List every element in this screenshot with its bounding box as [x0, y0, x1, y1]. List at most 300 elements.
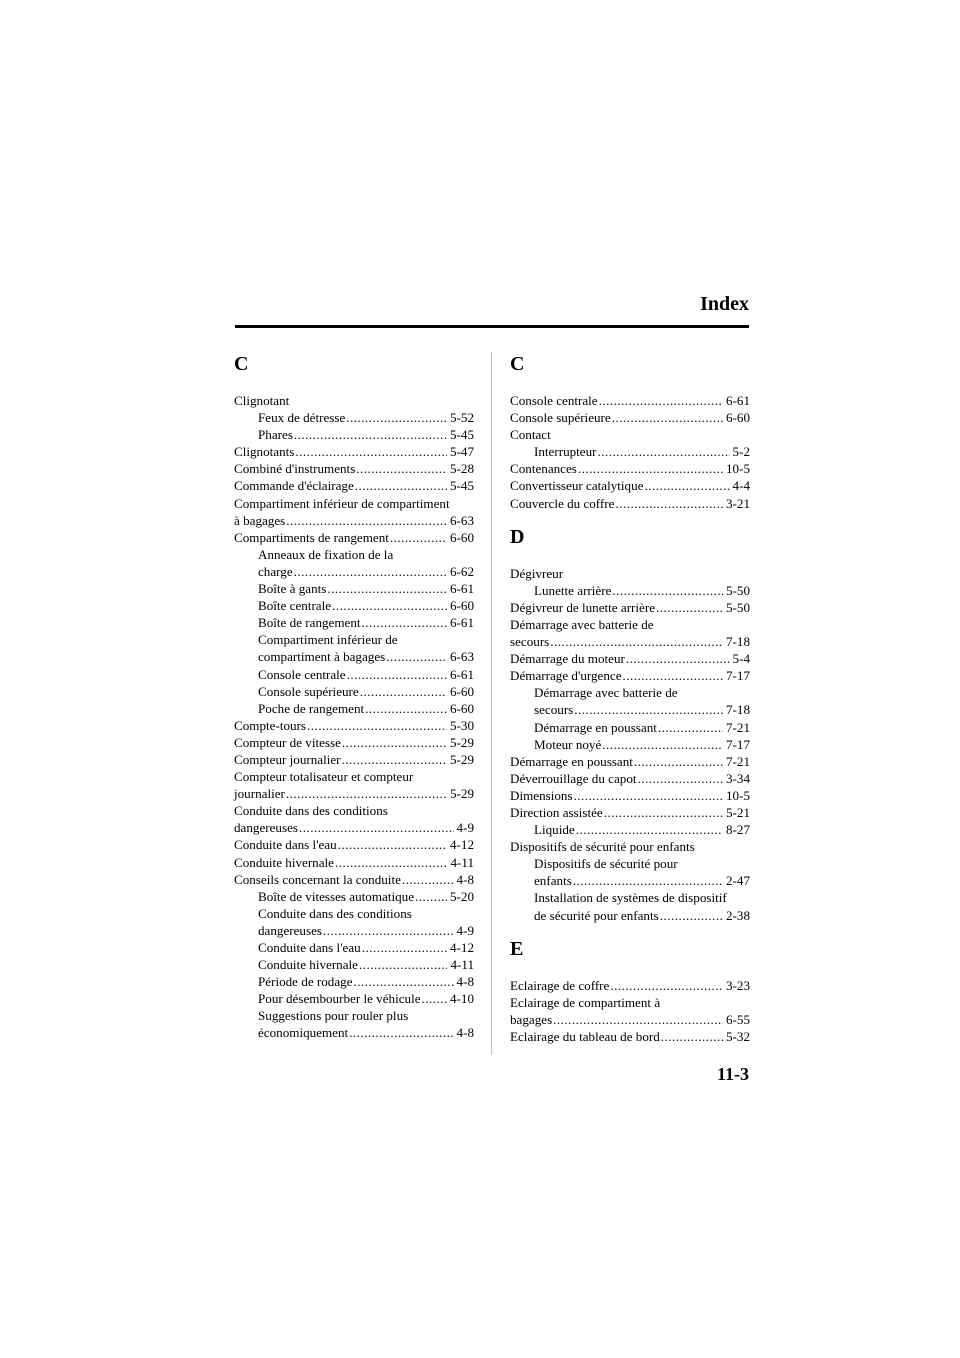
- entry-row: [510, 460, 750, 477]
- entry-row: [510, 650, 750, 667]
- entry-page-ref: 5-52: [449, 410, 474, 426]
- index-entry: [510, 599, 750, 616]
- entry-label: économiquement: [258, 1025, 349, 1041]
- entry-page-ref: 4-9: [456, 820, 474, 836]
- entry-row: [510, 409, 750, 426]
- entry-row: [534, 719, 750, 736]
- index-entry: [510, 495, 750, 512]
- dot-leader: [360, 683, 447, 700]
- index-entry: [510, 409, 750, 426]
- entry-page-ref: 8-27: [725, 822, 750, 838]
- entry-label: Commande d'éclairage: [234, 478, 354, 494]
- entry-page-ref: 6-61: [449, 581, 474, 597]
- dot-leader: [354, 973, 454, 990]
- entry-page-ref: 5-30: [449, 717, 474, 733]
- index-subentry: [234, 888, 474, 905]
- index-subentry: [234, 1007, 474, 1041]
- dot-leader: [615, 495, 723, 512]
- entry-label: charge: [258, 563, 293, 579]
- section-letter: D: [510, 525, 525, 548]
- entry-label: Interrupteur: [534, 444, 597, 460]
- entry-row: [534, 701, 750, 718]
- entry-page-ref: 5-28: [449, 461, 474, 477]
- entry-row: [234, 836, 474, 853]
- entry-label: Conduite dans des conditions: [258, 905, 412, 921]
- dot-leader: [362, 939, 447, 956]
- entry-page-ref: 5-21: [725, 804, 750, 820]
- entry-row: [534, 821, 750, 838]
- entry-page-ref: 5-2: [732, 444, 750, 460]
- entry-label: Conduite hivernale: [234, 854, 334, 870]
- dot-leader: [390, 529, 447, 546]
- index-entry: [234, 854, 474, 871]
- entry-row: [234, 785, 474, 802]
- entry-label: Compartiments de rangement: [234, 529, 389, 545]
- index-entry: [234, 392, 474, 409]
- dot-leader: [604, 804, 723, 821]
- index-subentry: [510, 736, 750, 753]
- dot-leader: [576, 821, 723, 838]
- entry-row: [258, 597, 474, 614]
- entry-label: Convertisseur catalytique: [510, 478, 644, 494]
- entry-label: Eclairage du tableau de bord: [510, 1028, 660, 1044]
- index-entry: [510, 994, 750, 1028]
- entry-row: [534, 736, 750, 753]
- entry-row: [534, 582, 750, 599]
- index-subentry: [234, 990, 474, 1007]
- entry-label: Couvercle du coffre: [510, 495, 615, 511]
- dot-leader: [550, 633, 723, 650]
- section-spacer: [510, 512, 750, 525]
- index-entry: [234, 734, 474, 751]
- index-column-left: [234, 352, 474, 1042]
- entry-label: Compartiment inférieur de compartiment: [234, 495, 450, 511]
- entry-page-ref: 6-60: [449, 700, 474, 716]
- index-entry: [234, 443, 474, 460]
- index-entry: [510, 565, 750, 582]
- entry-page-ref: 6-61: [449, 666, 474, 682]
- entry-label: Compte-tours: [234, 717, 307, 733]
- dot-leader: [307, 717, 447, 734]
- entry-row: [510, 667, 750, 684]
- dot-leader: [294, 563, 447, 580]
- dot-leader: [355, 477, 447, 494]
- entry-page-ref: 6-60: [725, 410, 750, 426]
- entry-page-ref: 4-8: [456, 871, 474, 887]
- entry-row: [258, 580, 474, 597]
- entry-row: [510, 977, 750, 994]
- dot-leader: [573, 872, 723, 889]
- entry-label: Déverrouillage du capot: [510, 770, 637, 786]
- index-entry: [510, 977, 750, 994]
- entry-row: [258, 700, 474, 717]
- entry-row: [234, 871, 474, 888]
- entry-row: [258, 922, 474, 939]
- entry-row: [258, 683, 474, 700]
- index-entry: [234, 529, 474, 546]
- entry-label: Eclairage de compartiment à: [510, 994, 661, 1010]
- entry-row: [258, 666, 474, 683]
- entry-page-ref: 3-34: [725, 770, 750, 786]
- dot-leader: [598, 443, 730, 460]
- dot-leader: [347, 666, 447, 683]
- section-letter: C: [510, 353, 525, 375]
- entry-label: Boîte centrale: [258, 598, 332, 614]
- dot-leader: [286, 512, 447, 529]
- entry-label: Pour désembourber le véhicule: [258, 991, 421, 1007]
- dot-leader: [342, 734, 447, 751]
- entry-label: Console centrale: [510, 393, 598, 408]
- index-subentry: [234, 546, 474, 580]
- dot-leader: [294, 426, 447, 443]
- entry-page-ref: 10-5: [725, 461, 750, 477]
- index-subentry: [234, 683, 474, 700]
- section-letter: C: [234, 353, 249, 375]
- entry-label: Eclairage de coffre: [510, 977, 610, 993]
- dot-leader: [362, 614, 447, 631]
- dot-leader: [578, 460, 723, 477]
- entry-row: [258, 648, 474, 665]
- index-entry: [234, 836, 474, 853]
- entry-page-ref: 7-17: [725, 736, 750, 752]
- dot-leader: [623, 667, 723, 684]
- dot-leader: [335, 854, 447, 871]
- index-subentry: [510, 684, 750, 718]
- index-subentry: [510, 821, 750, 838]
- entry-row: [510, 753, 750, 770]
- index-subentry: [234, 956, 474, 973]
- index-subentry: [234, 426, 474, 443]
- entry-label: Conseils concernant la conduite: [234, 871, 401, 887]
- index-entry: [234, 871, 474, 888]
- entry-page-ref: 2-47: [725, 873, 750, 889]
- dot-leader: [286, 785, 447, 802]
- entry-label: Clignotants: [234, 444, 295, 460]
- entry-label: Clignotant: [234, 393, 290, 408]
- entry-page-ref: 2-38: [725, 907, 750, 923]
- entry-label: secours: [510, 634, 550, 650]
- entry-row: [510, 392, 750, 409]
- entry-row: [258, 614, 474, 631]
- entry-row: [234, 477, 474, 494]
- entry-page-ref: 4-9: [456, 922, 474, 938]
- page-header-title: Index: [700, 293, 749, 315]
- entry-label: Compartiment inférieur de: [258, 632, 398, 648]
- entry-page-ref: 3-23: [725, 977, 750, 993]
- dot-leader: [638, 770, 723, 787]
- index-subentry: [510, 582, 750, 599]
- entry-label: compartiment à bagages: [258, 649, 386, 665]
- entry-label: Boîte de vitesses automatique: [258, 888, 414, 904]
- dot-leader: [323, 922, 454, 939]
- entry-page-ref: 6-63: [449, 649, 474, 665]
- index-subentry: [510, 719, 750, 736]
- entry-row: [234, 717, 474, 734]
- entry-row: [258, 563, 474, 580]
- dot-leader: [626, 650, 730, 667]
- entry-label: Conduite dans l'eau: [258, 940, 361, 955]
- dot-leader: [634, 753, 723, 770]
- entry-page-ref: 4-10: [449, 991, 474, 1007]
- entry-label: de sécurité pour enfants: [534, 907, 659, 923]
- dot-leader: [612, 409, 723, 426]
- entry-label: Dégivreur: [510, 565, 564, 581]
- entry-page-ref: 6-55: [725, 1011, 750, 1027]
- entry-row: [534, 443, 750, 460]
- entry-label: Démarrage en poussant: [510, 753, 633, 769]
- dot-leader: [359, 956, 447, 973]
- entry-page-ref: 5-29: [449, 786, 474, 802]
- entry-label: à bagages: [234, 512, 286, 528]
- entry-row: [258, 426, 474, 443]
- index-entry: [510, 616, 750, 650]
- entry-row: [258, 409, 474, 426]
- entry-label: dangereuses: [234, 820, 298, 836]
- dot-leader: [295, 443, 447, 460]
- index-entry: [510, 787, 750, 804]
- index-entry: [510, 753, 750, 770]
- entry-label: Suggestions pour rouler plus: [258, 1008, 409, 1024]
- entry-page-ref: 4-11: [450, 957, 474, 973]
- index-subentry: [234, 614, 474, 631]
- entry-page-ref: 5-4: [732, 651, 750, 667]
- dot-leader: [602, 736, 723, 753]
- entry-row: [510, 804, 750, 821]
- entry-page-ref: 3-21: [725, 495, 750, 511]
- entry-page-ref: 5-32: [725, 1028, 750, 1044]
- entry-label: Console centrale: [258, 666, 346, 682]
- index-entry: [510, 650, 750, 667]
- entry-page-ref: 5-45: [449, 427, 474, 443]
- dot-leader: [386, 648, 447, 665]
- dot-leader: [356, 460, 447, 477]
- entry-label: Dispositifs de sécurité pour: [534, 856, 678, 872]
- entry-row: [510, 1028, 750, 1045]
- entry-page-ref: 5-20: [449, 888, 474, 904]
- entry-label: Dispositifs de sécurité pour enfants: [510, 839, 695, 855]
- entry-label: dangereuses: [258, 922, 322, 938]
- entry-label: Moteur noyé: [534, 736, 602, 752]
- entry-row: [510, 1011, 750, 1028]
- entry-label: Dégivreur de lunette arrière: [510, 599, 656, 615]
- entry-label: Console supérieure: [258, 683, 359, 699]
- dot-leader: [349, 1024, 453, 1041]
- entry-page-ref: 4-4: [732, 478, 750, 494]
- dot-leader: [346, 409, 447, 426]
- index-subentry: [234, 409, 474, 426]
- dot-leader: [660, 907, 723, 924]
- entry-label: Compteur journalier: [234, 751, 341, 767]
- entry-label: Boîte de rangement: [258, 615, 361, 631]
- index-entry: [510, 460, 750, 477]
- entry-label: secours: [534, 702, 574, 718]
- entry-row: [234, 854, 474, 871]
- dot-leader: [338, 836, 447, 853]
- entry-page-ref: 7-18: [725, 634, 750, 650]
- entry-label: journalier: [234, 786, 285, 802]
- entry-page-ref: 6-62: [449, 563, 474, 579]
- dot-leader: [299, 819, 454, 836]
- index-entry: [234, 802, 474, 836]
- entry-row: [258, 973, 474, 990]
- entry-page-ref: 10-5: [725, 787, 750, 803]
- entry-label: Compteur de vitesse: [234, 734, 341, 750]
- entry-page-ref: 7-21: [725, 753, 750, 769]
- entry-label: Période de rodage: [258, 974, 353, 990]
- index-entry: [234, 768, 474, 802]
- entry-row: [234, 443, 474, 460]
- dot-leader: [610, 977, 723, 994]
- entry-page-ref: 5-47: [449, 444, 474, 460]
- entry-page-ref: 4-12: [449, 940, 474, 955]
- entry-page-ref: 6-60: [449, 529, 474, 545]
- entry-page-ref: 5-50: [725, 582, 750, 598]
- entry-page-ref: 6-60: [449, 683, 474, 699]
- entry-row: [258, 990, 474, 1007]
- entry-label: bagages: [510, 1011, 553, 1027]
- entry-page-ref: 6-61: [725, 393, 750, 408]
- entry-page-ref: 4-12: [449, 837, 474, 853]
- entry-page-ref: 6-60: [449, 598, 474, 614]
- entry-page-ref: 7-17: [725, 668, 750, 684]
- index-subentry: [234, 666, 474, 683]
- dot-leader: [553, 1011, 723, 1028]
- entry-label: Démarrage d'urgence: [510, 668, 622, 684]
- entry-label: Démarrage avec batterie de: [510, 616, 654, 632]
- entry-label: Feux de détresse: [258, 410, 346, 426]
- entry-row: [510, 633, 750, 650]
- entry-row: [258, 1024, 474, 1041]
- dot-leader: [612, 582, 723, 599]
- index-subentry: [234, 580, 474, 597]
- dot-leader: [574, 787, 723, 804]
- entry-row: [510, 787, 750, 804]
- entry-page-ref: 5-45: [449, 478, 474, 494]
- entry-label: Démarrage avec batterie de: [534, 685, 678, 701]
- index-entry: [510, 477, 750, 494]
- entry-label: Démarrage du moteur: [510, 651, 625, 667]
- entry-row: [234, 460, 474, 477]
- dot-leader: [656, 599, 723, 616]
- entry-page-ref: 4-11: [450, 854, 474, 870]
- dot-leader: [599, 392, 723, 409]
- entry-row: [234, 512, 474, 529]
- page-number: 11-3: [716, 1064, 749, 1084]
- entry-row: [258, 888, 474, 905]
- entry-row: [234, 751, 474, 768]
- dot-leader: [415, 888, 447, 905]
- entry-label: Anneaux de fixation de la: [258, 546, 394, 562]
- entry-label: Installation de systèmes de dispositif: [534, 890, 727, 906]
- entry-label: Combiné d'instruments: [234, 461, 356, 477]
- entry-row: [510, 770, 750, 787]
- entry-label: Direction assistée: [510, 804, 603, 820]
- dot-leader: [342, 751, 447, 768]
- index-entry: [234, 751, 474, 768]
- index-subentry: [510, 889, 750, 923]
- index-subentry: [510, 855, 750, 889]
- index-subentry: [234, 631, 474, 665]
- entry-row: [234, 529, 474, 546]
- dot-leader: [327, 580, 447, 597]
- index-entry: [234, 495, 474, 529]
- index-entry: [510, 804, 750, 821]
- dot-leader: [402, 871, 454, 888]
- entry-label: Lunette arrière: [534, 582, 612, 598]
- index-entry: [510, 392, 750, 409]
- entry-label: Conduite dans l'eau: [234, 837, 337, 853]
- dot-leader: [644, 477, 729, 494]
- entry-label: Poche de rangement: [258, 700, 365, 716]
- header-rule: [235, 325, 749, 328]
- entry-label: Phares: [258, 427, 293, 443]
- entry-label: Console supérieure: [510, 410, 611, 426]
- index-entry: [510, 1028, 750, 1045]
- entry-label: Liquide: [534, 822, 575, 838]
- dot-leader: [574, 701, 723, 718]
- entry-label: Contact: [510, 427, 551, 443]
- index-entry: [510, 426, 750, 443]
- entry-row: [234, 734, 474, 751]
- index-entry: [510, 770, 750, 787]
- entry-row: [534, 907, 750, 924]
- entry-row: [510, 477, 750, 494]
- entry-row: [258, 939, 474, 956]
- entry-label: Démarrage en poussant: [534, 719, 657, 735]
- entry-page-ref: 5-29: [449, 751, 474, 767]
- entry-row: [258, 956, 474, 973]
- entry-row: [234, 819, 474, 836]
- section-letter: E: [510, 937, 524, 960]
- entry-page-ref: 7-18: [725, 702, 750, 718]
- entry-page-ref: 4-8: [456, 1025, 474, 1041]
- dot-leader: [661, 1028, 723, 1045]
- index-subentry: [234, 700, 474, 717]
- index-entry: [510, 838, 750, 855]
- entry-row: [510, 599, 750, 616]
- index-entry: [234, 717, 474, 734]
- entry-row: [534, 872, 750, 889]
- dot-leader: [422, 990, 447, 1007]
- index-subentry: [234, 597, 474, 614]
- entry-page-ref: 5-50: [725, 599, 750, 615]
- section-spacer: [510, 924, 750, 937]
- index-entry: [510, 667, 750, 684]
- index-subentry: [510, 443, 750, 460]
- entry-page-ref: 6-63: [449, 512, 474, 528]
- dot-leader: [365, 700, 447, 717]
- index-column-right: [510, 352, 750, 1045]
- entry-label: Conduite hivernale: [258, 957, 358, 973]
- entry-label: Dimensions: [510, 787, 573, 803]
- column-divider: [491, 352, 492, 1055]
- entry-page-ref: 7-21: [725, 719, 750, 735]
- entry-label: Compteur totalisateur et compteur: [234, 769, 414, 785]
- entry-label: Contenances: [510, 461, 577, 477]
- entry-label: Boîte à gants: [258, 581, 327, 597]
- index-subentry: [234, 939, 474, 956]
- entry-label: enfants: [534, 873, 572, 889]
- entry-row: [510, 495, 750, 512]
- index-subentry: [234, 973, 474, 990]
- index-subentry: [234, 905, 474, 939]
- dot-leader: [658, 719, 723, 736]
- entry-page-ref: 5-29: [449, 734, 474, 750]
- index-entry: [234, 460, 474, 477]
- index-entry: [234, 477, 474, 494]
- entry-page-ref: 4-8: [456, 974, 474, 990]
- entry-page-ref: 6-61: [449, 615, 474, 631]
